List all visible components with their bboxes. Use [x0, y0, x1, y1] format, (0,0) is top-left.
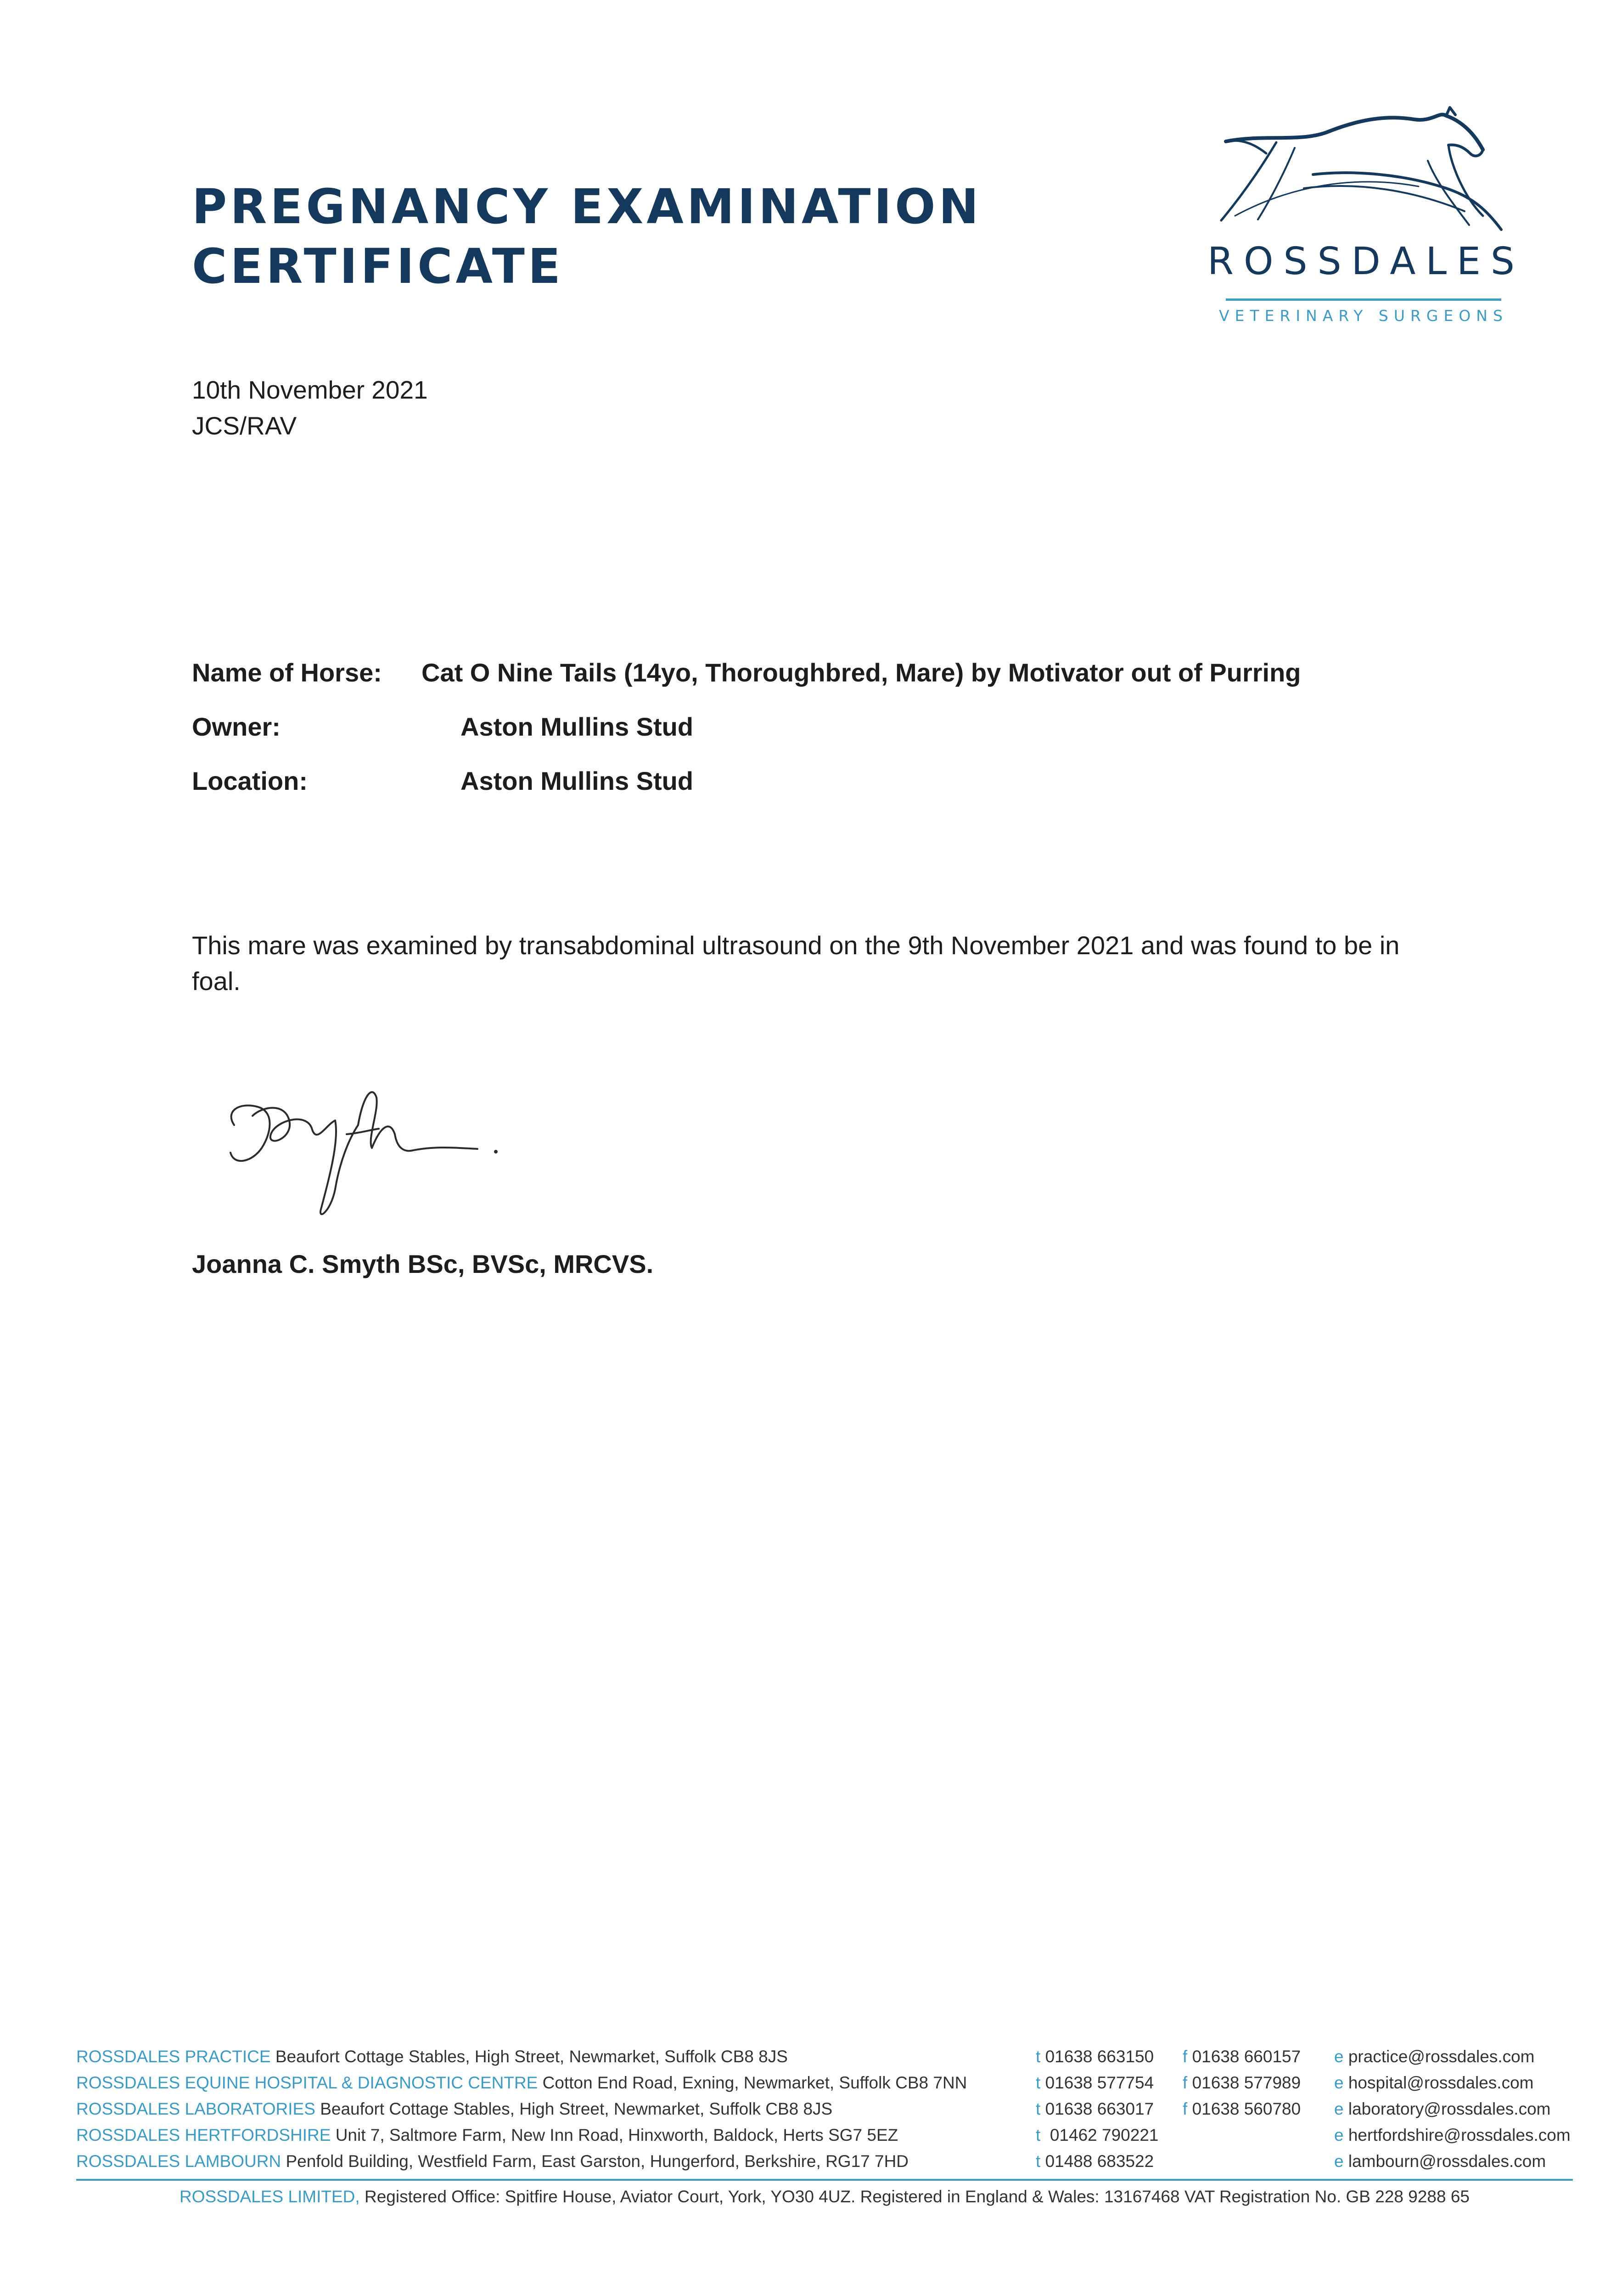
legal-text: Registered Office: Spitfire House, Aviator Court, York, YO30 4UZ. Registered in England & Wales: 13167468 VAT Registration No. GB 228 9288 65: [364, 2187, 1470, 2206]
email-address[interactable]: hertfordshire@rossdales.com: [1348, 2126, 1571, 2144]
email-key: e: [1334, 2073, 1344, 2092]
footer-org-name: ROSSDALES HERTFORDSHIRE: [76, 2126, 331, 2144]
footer-org-name: ROSSDALES EQUINE HOSPITAL & DIAGNOSTIC CENTRE: [76, 2073, 538, 2092]
footer-email: [1334, 2043, 1535, 2070]
logo-brand-name: ROSSDALES: [1207, 240, 1525, 283]
logo-divider: [1226, 298, 1501, 301]
phone-key: t: [1036, 2047, 1041, 2066]
footer-phone: [1036, 2043, 1154, 2070]
phone-key: t: [1036, 2126, 1041, 2144]
footer-email: [1334, 2122, 1571, 2148]
owner-label: Owner:: [192, 712, 281, 741]
rossdales-logo: [1207, 106, 1525, 335]
phone-number: 01638 663017: [1045, 2099, 1154, 2118]
footer-row-hospital: [76, 2070, 1573, 2096]
fax-number: 01638 560780: [1192, 2099, 1301, 2118]
letter-reference: JCS/RAV: [192, 411, 297, 440]
location-value: Aston Mullins Stud: [460, 766, 694, 795]
signer-name: Joanna C. Smyth BSc, BVSc, MRCVS.: [192, 1249, 654, 1278]
fax-key: f: [1183, 2047, 1188, 2066]
email-address[interactable]: lambourn@rossdales.com: [1348, 2152, 1546, 2171]
phone-number: 01462 790221: [1050, 2126, 1159, 2144]
footer-address: Cotton End Road, Exning, Newmarket, Suffolk CB8 7NN: [542, 2073, 967, 2092]
owner-value: Aston Mullins Stud: [460, 712, 694, 741]
footer-phone: [1036, 2070, 1154, 2096]
footer-phone: [1036, 2096, 1154, 2122]
footer: [76, 2043, 1573, 2206]
letter-date: 10th November 2021: [192, 376, 428, 404]
fax-number: 01638 660157: [1192, 2047, 1301, 2066]
title-line-1: PREGNANCY EXAMINATION: [192, 179, 982, 235]
location-label: Location:: [192, 766, 308, 795]
footer-address: Beaufort Cottage Stables, High Street, Newmarket, Suffolk CB8 8JS: [275, 2047, 788, 2066]
footer-row-laboratories: [76, 2096, 1573, 2122]
letter-meta: [192, 372, 428, 444]
legal-company-name: ROSSDALES LIMITED,: [179, 2187, 360, 2206]
footer-phone: [1036, 2122, 1158, 2148]
phone-key: t: [1036, 2099, 1041, 2118]
footer-email: [1334, 2070, 1533, 2096]
footer-legal: [76, 2183, 1573, 2210]
signature: [220, 1070, 514, 1221]
horse-icon: [1207, 106, 1520, 243]
certificate-title: [192, 177, 982, 296]
fax-number: 01638 577989: [1192, 2073, 1301, 2092]
footer-fax: [1183, 2096, 1301, 2122]
footer-address: Penfold Building, Westfield Farm, East Garston, Hungerford, Berkshire, RG17 7HD: [286, 2152, 909, 2171]
footer-org-name: ROSSDALES PRACTICE: [76, 2047, 271, 2066]
email-address[interactable]: hospital@rossdales.com: [1348, 2073, 1534, 2092]
footer-fax: [1183, 2070, 1301, 2096]
footer-row-practice: [76, 2043, 1573, 2070]
footer-row-lambourn: [76, 2148, 1573, 2174]
footer-phone: [1036, 2148, 1154, 2174]
phone-number: 01638 577754: [1045, 2073, 1154, 2092]
footer-org-name: ROSSDALES LABORATORIES: [76, 2099, 315, 2118]
fax-key: f: [1183, 2099, 1188, 2118]
title-line-2: CERTIFICATE: [192, 238, 564, 294]
phone-key: t: [1036, 2073, 1041, 2092]
email-address[interactable]: laboratory@rossdales.com: [1348, 2099, 1551, 2118]
horse-name-value: Cat O Nine Tails (14yo, Thoroughbred, Mare) by Motivator out of Purring: [421, 658, 1301, 687]
examination-statement: This mare was examined by transabdominal ultrasound on the 9th November 2021 and was found to be in foal.: [192, 931, 1400, 996]
footer-divider: [76, 2179, 1573, 2181]
footer-address: Beaufort Cottage Stables, High Street, Newmarket, Suffolk CB8 8JS: [320, 2099, 833, 2118]
footer-address: Unit 7, Saltmore Farm, New Inn Road, Hinxworth, Baldock, Herts SG7 5EZ: [335, 2126, 898, 2144]
email-address[interactable]: practice@rossdales.com: [1348, 2047, 1535, 2066]
fax-key: f: [1183, 2073, 1188, 2092]
footer-fax: [1183, 2043, 1301, 2070]
email-key: e: [1334, 2126, 1344, 2144]
email-key: e: [1334, 2047, 1344, 2066]
phone-key: t: [1036, 2152, 1041, 2171]
logo-tagline: VETERINARY SURGEONS: [1219, 307, 1508, 325]
phone-number: 01488 683522: [1045, 2152, 1154, 2171]
email-key: e: [1334, 2152, 1344, 2171]
footer-email: [1334, 2096, 1550, 2122]
horse-name-label: Name of Horse:: [192, 658, 382, 687]
footer-email: [1334, 2148, 1546, 2174]
email-key: e: [1334, 2099, 1344, 2118]
footer-org-name: ROSSDALES LAMBOURN: [76, 2152, 281, 2171]
phone-number: 01638 663150: [1045, 2047, 1154, 2066]
footer-row-hertfordshire: [76, 2122, 1573, 2148]
